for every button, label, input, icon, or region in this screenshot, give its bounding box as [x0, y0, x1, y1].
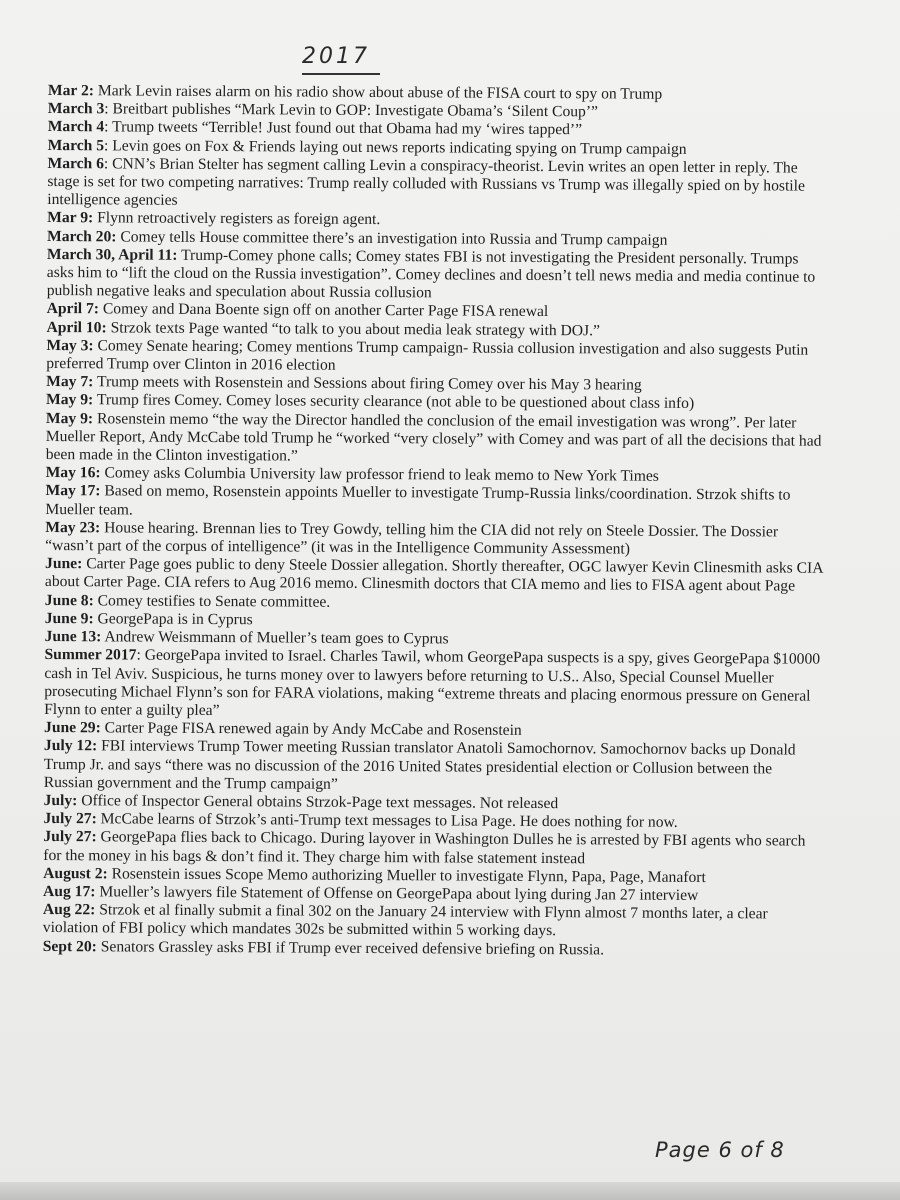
entry-text: FBI interviews Trump Tower meeting Russian translator Anatoli Samochornov. Samochornov backs up Donald Trump Jr. and says “there was no discussion of the 2016 United States presidential election or Collusion between the Russian government and the Trump campaign”: [43, 737, 796, 793]
entry-text: Andrew Weismmann of Mueller’s team goes to Cyprus: [101, 628, 449, 648]
entry-date: March 4: [47, 118, 105, 136]
entry-text: Rosenstein memo “the way the Director handled the conclusion of the email investigation was wrong”. Per later Mueller Report, Andy McCabe told Trump he “worked “very closely” with Comey and was part of all the decisions that had been made in the Clinton investigation.”: [45, 409, 822, 465]
entry-date: March 6: [47, 154, 105, 173]
entry-text: : Breitbart publishes “Mark Levin to GOP: Investigate Obama’s ‘Silent Coup’”: [104, 100, 599, 121]
year-underline: [302, 73, 380, 75]
entry-text: Senators Grassley asks FBI if Trump ever received defensive briefing on Russia.: [96, 937, 605, 958]
entry-text: Based on memo, Rosenstein appoints Mueller to investigate Trump-Russia links/coordination. Strzok shifts to Mueller team.: [45, 482, 791, 519]
entry-text: Office of Inspector General obtains Strzok-Page text messages. Not released: [77, 792, 559, 813]
entry-text: Mueller’s lawyers file Statement of Offense on GeorgePapa about lying during Jan 27 interview: [95, 883, 699, 904]
entry-text: Comey Senate hearing; Comey mentions Trump campaign- Russia collusion investigation and also suggests Putin preferred Trump over Clinton in 2016 election: [46, 337, 809, 374]
entry-date: March 3: [47, 100, 105, 118]
entry-date: June 9:: [44, 609, 94, 628]
entry-date: July 12:: [43, 737, 98, 755]
entry-text: Comey and Dana Boente sign off on another Carter Page FISA renewal: [98, 300, 549, 321]
timeline-entry: [47, 246, 827, 305]
entry-text: Strzok texts Page wanted “to talk to you about media leak strategy with DOJ.”: [106, 319, 601, 340]
entry-text: : CNN’s Brian Stelter has segment calling Levin a conspiracy-theorist. Levin writes an open letter in reply. The stage is set for two competing narratives: Trump really colluded with Russians vs Trump was illegally spied on by hostile intelligence agencies: [47, 155, 805, 210]
entry-text: Strzok et al finally submit a final 302 on the January 24 interview with Flynn almost 7 months later, a clear violation of FBI policy which mandates 302s be submitted within 5 working days.: [42, 901, 768, 940]
entry-date: July 27:: [43, 828, 97, 846]
timeline-entry: [43, 901, 823, 942]
timeline-entries: [43, 82, 828, 960]
entry-date: June 29:: [44, 719, 101, 737]
entry-date: Mar 9:: [47, 209, 94, 227]
entry-date: Sept 20:: [42, 937, 97, 955]
entry-text: McCabe learns of Strzok’s anti-Trump text messages to Lisa Page. He does nothing for now.: [96, 810, 678, 831]
entry-text: Flynn retroactively registers as foreign agent.: [93, 209, 381, 229]
entry-date: Mar 2:: [47, 82, 95, 100]
timeline-entry: [45, 519, 825, 560]
timeline-entry: [43, 938, 823, 961]
entry-text: Trump fires Comey. Comey loses security clearance (not able to be questioned about class info): [93, 391, 695, 413]
handwritten-page-number: Page 6 of 8: [655, 1138, 785, 1162]
entry-date: May 9:: [45, 409, 94, 427]
entry-text: Comey tells House committee there’s an investigation into Russia and Trump campaign: [116, 228, 668, 249]
handwritten-year: 2017: [302, 44, 370, 69]
entry-date: May 7:: [46, 373, 94, 391]
entry-date: Aug 22:: [42, 901, 96, 919]
entry-text: GeorgePapa flies back to Chicago. During layover in Washington Dulles he is arrested by FBI agents who search for the money in his bags & don’t find it. They charge him with false statement instead: [43, 828, 806, 867]
entry-text: : Levin goes on Fox & Friends laying out news reports indicating spying on Trump campaign: [104, 136, 687, 158]
timeline-entry: [47, 155, 827, 214]
entry-text: Comey asks Columbia University law professor friend to leak memo to New York Times: [100, 464, 659, 486]
timeline-entry: [46, 410, 826, 469]
entry-date: May 23:: [45, 518, 101, 537]
entry-date: July:: [43, 791, 78, 810]
entry-date: August 2:: [43, 864, 108, 883]
timeline-entry: [45, 482, 825, 523]
entry-date: May 16:: [45, 464, 101, 482]
entry-date: June:: [45, 555, 83, 573]
entry-date: May 17:: [45, 482, 101, 500]
entry-text: GeorgePapa is in Cyprus: [93, 610, 253, 629]
entry-date: March 20:: [47, 227, 117, 246]
entry-text: Carter Page FISA renewed again by Andy McCabe and Rosenstein: [100, 719, 522, 740]
timeline-entry: [45, 555, 825, 596]
entry-date: Aug 17:: [43, 882, 96, 901]
entry-text: : GeorgePapa invited to Israel. Charles Tawil, whom GeorgePapa suspects is a spy, gives GeorgePapa $10000 cash in Tel Aviv. Suspicious, he turns money over to lawyers before returning to U.S.. Also, Special Counsel Mueller prosecuting Michael Flynn’s son for FARA violations, making “extreme threats and placing enormous pressure on General Flynn to enter a guilty plea”: [44, 646, 821, 719]
entry-text: Trump meets with Rosenstein and Sessions about firing Comey over his May 3 hearing: [93, 373, 642, 394]
entry-date: April 10:: [46, 318, 107, 337]
timeline-entry: [44, 737, 824, 796]
entry-date: May 9:: [46, 391, 94, 409]
entry-date: June 13:: [44, 628, 102, 646]
entry-text: House hearing. Brennan lies to Trey Gowdy, telling him the CIA did not rely on Steele Dossier. The Dossier “wasn’t part of the corpus of intelligence” (it was in the Intelligence Community Assessment): [45, 519, 779, 558]
entry-date: March 30, April 11:: [46, 245, 178, 264]
entry-text: Carter Page goes public to deny Steele Dossier allegation. Shortly thereafter, OGC lawyer Kevin Clinesmith asks CIA about Carter Page. CIA refers to Aug 2016 memo. Clinesmith doctors that CIA memo and lies to FISA agent about Page: [44, 555, 823, 596]
entry-text: Mark Levin raises alarm on his radio show about abuse of the FISA court to spy on Trump: [93, 82, 663, 103]
entry-date: July 27:: [43, 810, 97, 828]
entry-text: Comey testifies to Senate committee.: [93, 591, 331, 611]
timeline-entry: [43, 828, 823, 869]
timeline-entry: [46, 337, 826, 378]
paper-bottom-edge: [0, 1182, 900, 1200]
entry-text: Trump-Comey phone calls; Comey states FBI is not investigating the President personally. Trumps asks him to “lift the cloud on the Russia investigation”. Comey declines and doesn’t tell news media and media continue to publish negative leaks and speculation about Russia collusion: [46, 246, 816, 302]
entry-text: : Trump tweets “Terrible! Just found out that Obama had my ‘wires tapped’”: [104, 118, 583, 139]
entry-date: April 7:: [46, 300, 100, 318]
entry-text: Rosenstein issues Scope Memo authorizing Mueller to investigate Flynn, Papa, Page, Manafort: [107, 865, 706, 886]
entry-date: Summer 2017: [44, 646, 137, 664]
timeline-entry: [44, 646, 824, 724]
entry-date: June 8:: [44, 591, 94, 609]
entry-date: March 5: [47, 136, 105, 154]
entry-date: May 3:: [46, 336, 94, 355]
